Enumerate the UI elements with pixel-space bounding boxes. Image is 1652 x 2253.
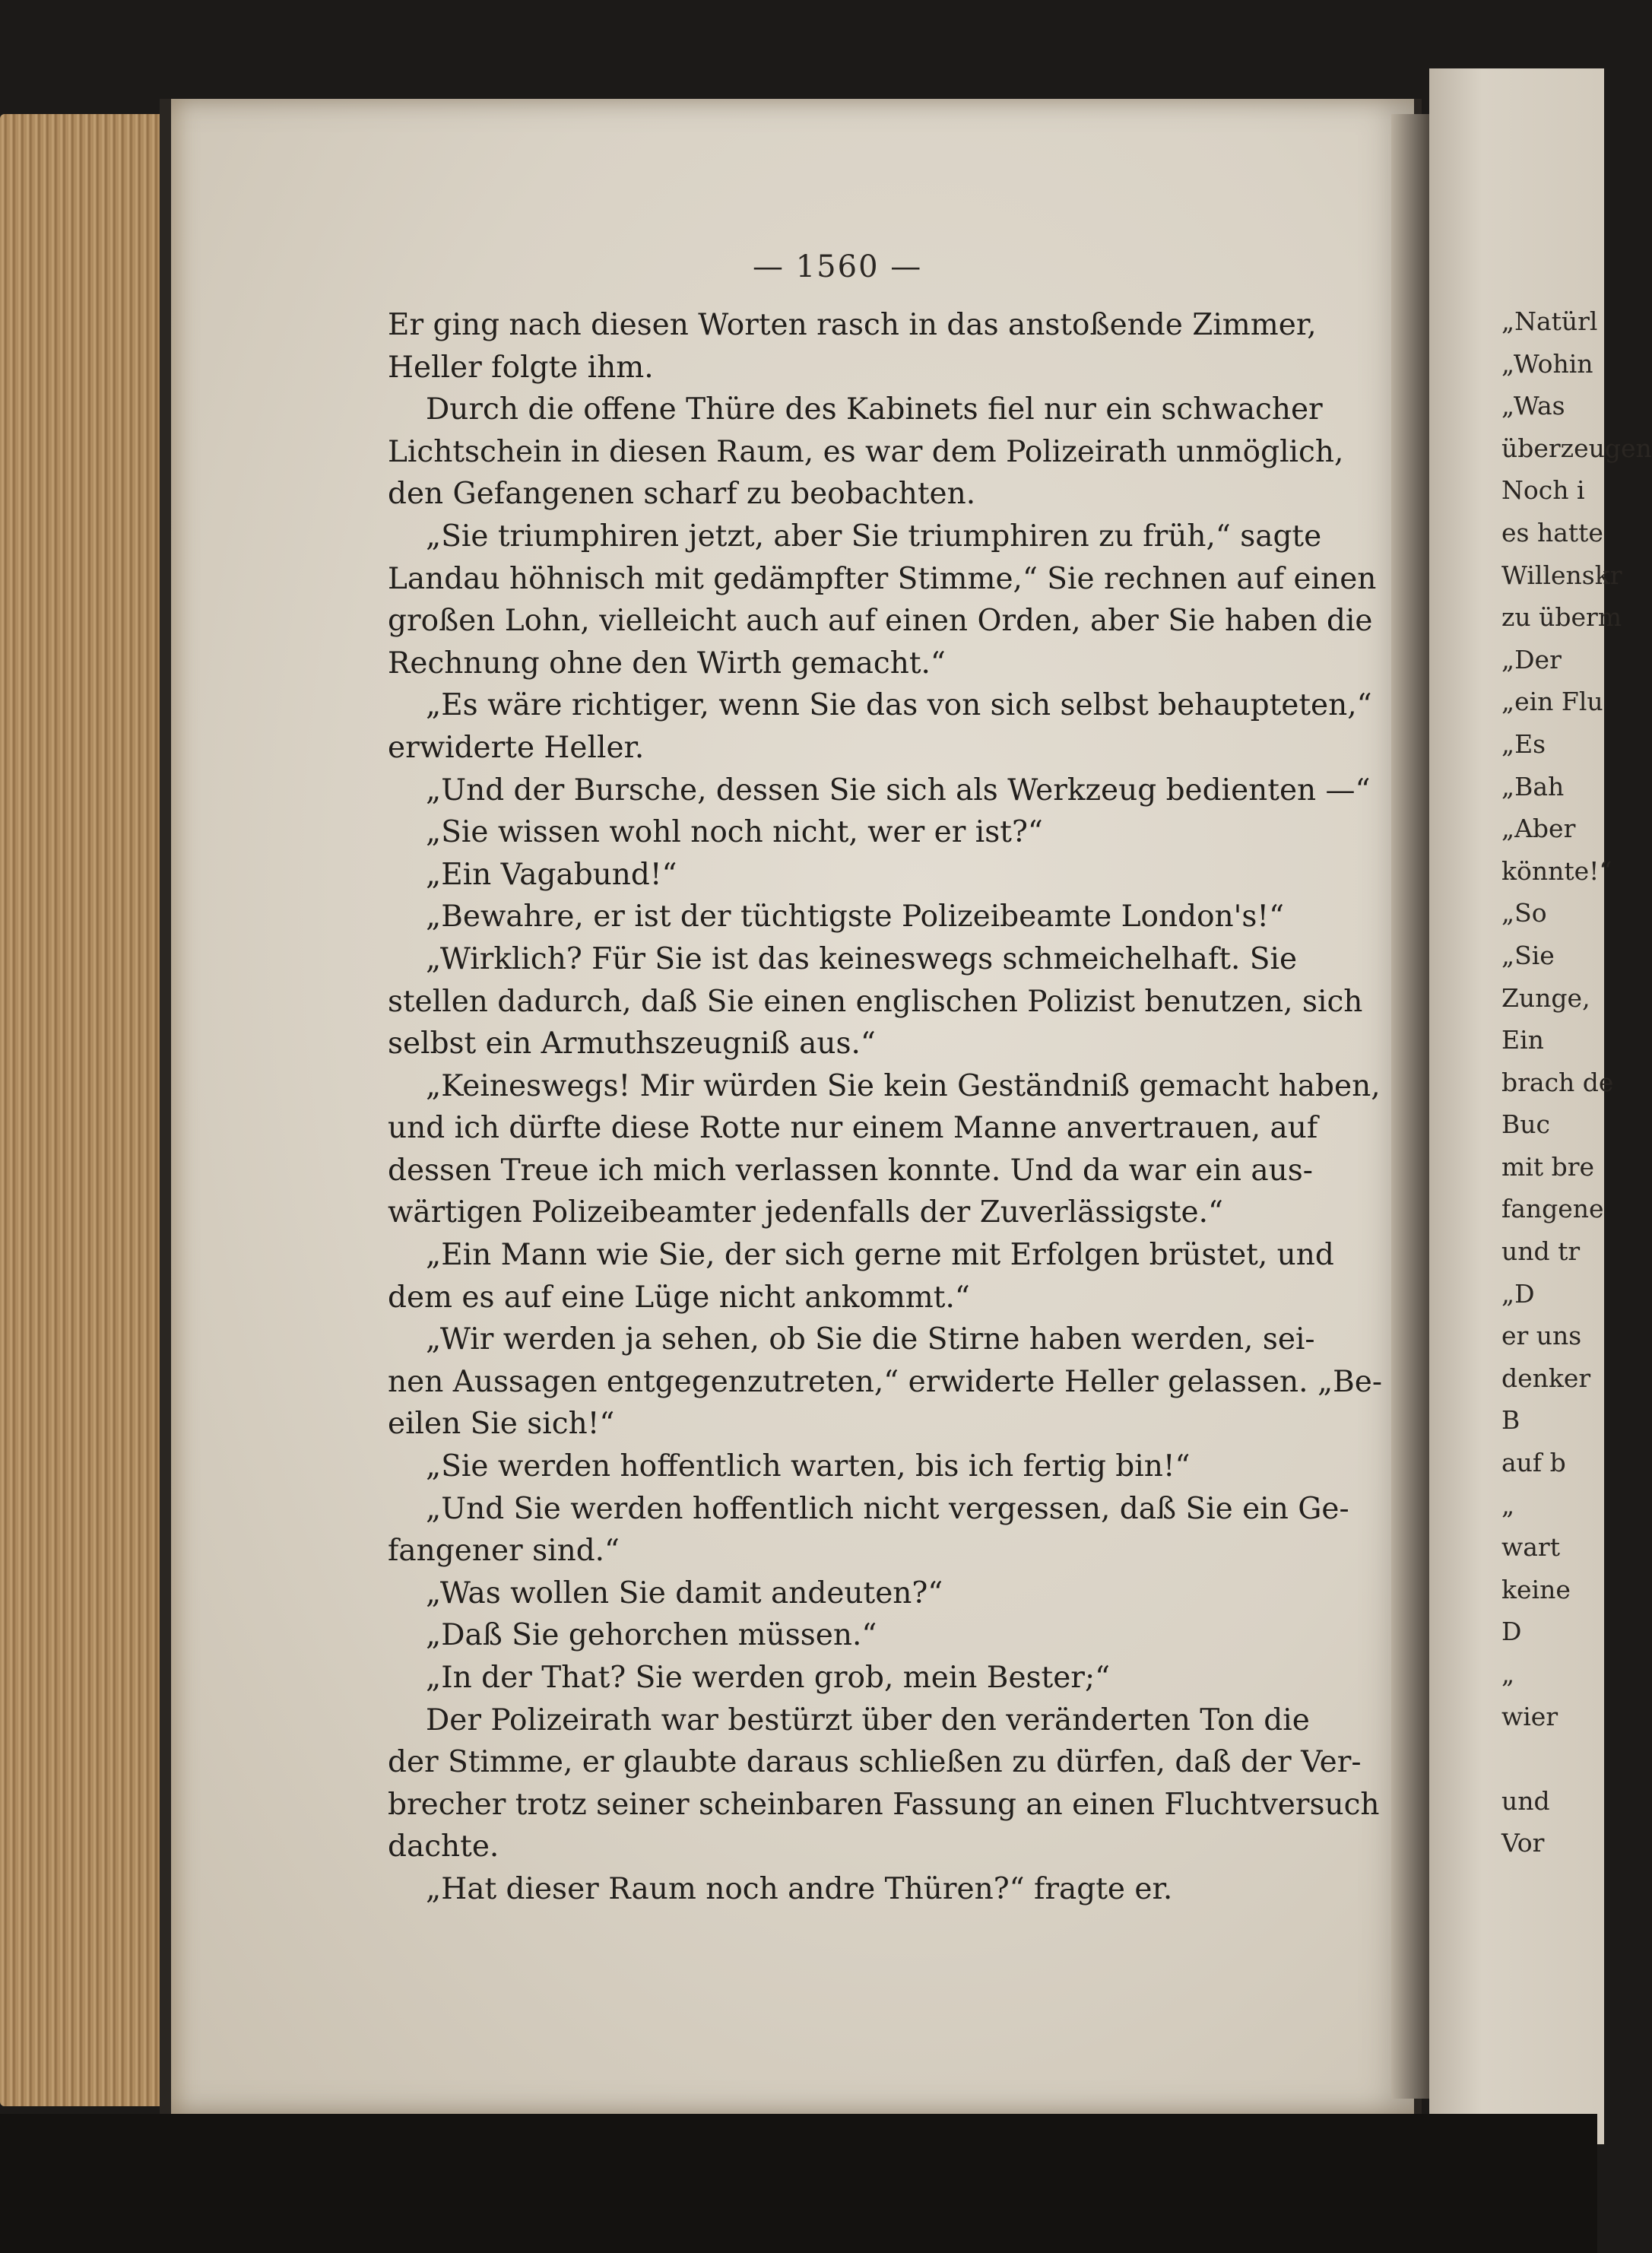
text-line: Der Polizeirath war bestürzt über den veränderten Ton die [426, 1702, 1310, 1737]
text-line: dem es auf eine Lüge nicht ankommt.“ [388, 1280, 970, 1315]
text-line: großen Lohn, vielleicht auch auf einen Orden, aber Sie haben die [388, 604, 1373, 639]
facing-page-line: fangene [1501, 1194, 1604, 1224]
facing-page-line: „Wohin [1501, 348, 1593, 379]
facing-page-line [1501, 1737, 1652, 1780]
text-line: „Es wäre richtiger, wenn Sie das von sich selbst behaupteten,“ [426, 688, 1372, 723]
background-surface [0, 2114, 1597, 2253]
facing-page-line: er uns [1501, 1321, 1582, 1351]
facing-page-line: D [1501, 1617, 1522, 1647]
text-line: „Keineswegs! Mir würden Sie kein Geständniß gemacht haben, [426, 1068, 1381, 1103]
facing-page-line: „ [1501, 1490, 1515, 1520]
facing-page-line: wier [1501, 1701, 1558, 1731]
text-line: „Und Sie werden hoffentlich nicht vergessen, daß Sie ein Ge- [426, 1491, 1349, 1526]
facing-page-line: Zunge, [1501, 982, 1590, 1013]
text-line: Heller folgte ihm. [388, 350, 654, 385]
text-line: dachte. [388, 1829, 499, 1864]
text-line: „Wirklich? Für Sie ist das keineswegs schmeichelhaft. Sie [426, 941, 1298, 976]
facing-page-line: „Was [1501, 391, 1565, 421]
facing-page-line: „ein Flu [1501, 687, 1603, 717]
book-page-edges [0, 114, 175, 2106]
page-number: — 1560 — [753, 249, 923, 284]
facing-page-line: mit bre [1501, 1151, 1595, 1182]
facing-page-line: „Der [1501, 644, 1562, 674]
text-line: dessen Treue ich mich verlassen konnte. Und da war ein aus- [388, 1153, 1313, 1188]
facing-page-line: und [1501, 1785, 1550, 1816]
facing-page-line: „Natürl [1501, 306, 1598, 336]
text-line: wärtigen Polizeibeamter jedenfalls der Zuverlässigste.“ [388, 1195, 1223, 1230]
facing-page-line: „Sie [1501, 940, 1555, 970]
text-line: „Bewahre, er ist der tüchtigste Polizeibeamte London's!“ [426, 900, 1285, 935]
text-line: selbst ein Armuthszeugniß aus.“ [388, 1027, 876, 1061]
facing-page-line: B [1501, 1405, 1520, 1436]
facing-page-line: „So [1501, 898, 1547, 928]
text-line: „Sie wissen wohl noch nicht, wer er ist?“ [426, 815, 1043, 850]
text-line: Durch die offene Thüre des Kabinets fiel nur ein schwacher [426, 392, 1323, 427]
facing-page-line: denker [1501, 1363, 1591, 1393]
facing-page-line: „Aber [1501, 814, 1576, 844]
text-line: „Ein Mann wie Sie, der sich gerne mit Erfolgen brüstet, und [426, 1238, 1334, 1273]
text-line: „Wir werden ja sehen, ob Sie die Stirne haben werden, sei- [426, 1322, 1315, 1357]
text-line: „Was wollen Sie damit andeuten?“ [426, 1576, 943, 1610]
text-line: Rechnung ohne den Wirth gemacht.“ [388, 646, 946, 681]
facing-page-line: Vor [1501, 1828, 1545, 1858]
facing-page-line: wart [1501, 1532, 1560, 1563]
text-line: Landau höhnisch mit gedämpfter Stimme,“ Sie rechnen auf einen [388, 561, 1377, 596]
facing-page-line: „Bah [1501, 771, 1565, 801]
text-line: „Hat dieser Raum noch andre Thüren?“ fragte er. [426, 1871, 1173, 1906]
facing-page-line: brach de [1501, 1067, 1614, 1097]
facing-page-text [1501, 300, 1652, 1864]
text-line: „In der That? Sie werden grob, mein Bester;“ [426, 1661, 1111, 1695]
page-text [388, 304, 1383, 1911]
facing-page-line: „ [1501, 1659, 1515, 1689]
text-line: den Gefangenen scharf zu beobachten. [388, 477, 976, 512]
facing-page-line: auf b [1501, 1448, 1566, 1478]
text-line: „Ein Vagabund!“ [426, 857, 677, 892]
text-line: der Stimme, er glaubte daraus schließen zu dürfen, daß der Ver- [388, 1745, 1362, 1780]
facing-page-line: zu überm [1501, 602, 1622, 633]
facing-page-line: Buc [1501, 1109, 1550, 1140]
text-line: und ich dürfte diese Rotte nur einem Manne anvertrauen, auf [388, 1111, 1318, 1146]
facing-page-line: überzeugen [1501, 433, 1652, 463]
text-line: „Sie triumphiren jetzt, aber Sie triumphiren zu früh,“ sagte [426, 519, 1322, 554]
facing-page-line: Noch i [1501, 475, 1585, 506]
facing-page-line: und tr [1501, 1236, 1581, 1267]
text-line: eilen Sie sich!“ [388, 1407, 615, 1442]
text-line: „Und der Bursche, dessen Sie sich als Werkzeug bedienten —“ [426, 773, 1371, 808]
text-line: erwiderte Heller. [388, 730, 645, 765]
facing-page-line: Ein [1501, 1025, 1544, 1055]
text-line: „Daß Sie gehorchen müssen.“ [426, 1618, 877, 1653]
text-line: „Sie werden hoffentlich warten, bis ich fertig bin!“ [426, 1449, 1191, 1484]
text-line: fangener sind.“ [388, 1534, 620, 1569]
facing-page-line: könnte!“ [1501, 855, 1612, 886]
facing-page-line: „Es [1501, 728, 1546, 759]
text-line: brecher trotz seiner scheinbaren Fassung an einen Fluchtversuch [388, 1787, 1380, 1822]
facing-page-line: Willenskr [1501, 560, 1622, 590]
text-line: Er ging nach diesen Worten rasch in das anstoßende Zimmer, [388, 308, 1317, 342]
text-line: nen Aussagen entgegenzutreten,“ erwiderte Heller gelassen. „Be- [388, 1364, 1383, 1399]
facing-page-line: keine [1501, 1574, 1571, 1604]
text-line: Lichtschein in diesen Raum, es war dem Polizeirath unmöglich, [388, 434, 1344, 469]
facing-page-line: es hatte [1501, 517, 1603, 547]
text-line: stellen dadurch, daß Sie einen englischen Polizist benutzen, sich [388, 984, 1363, 1019]
facing-page-line: „D [1501, 1278, 1535, 1309]
